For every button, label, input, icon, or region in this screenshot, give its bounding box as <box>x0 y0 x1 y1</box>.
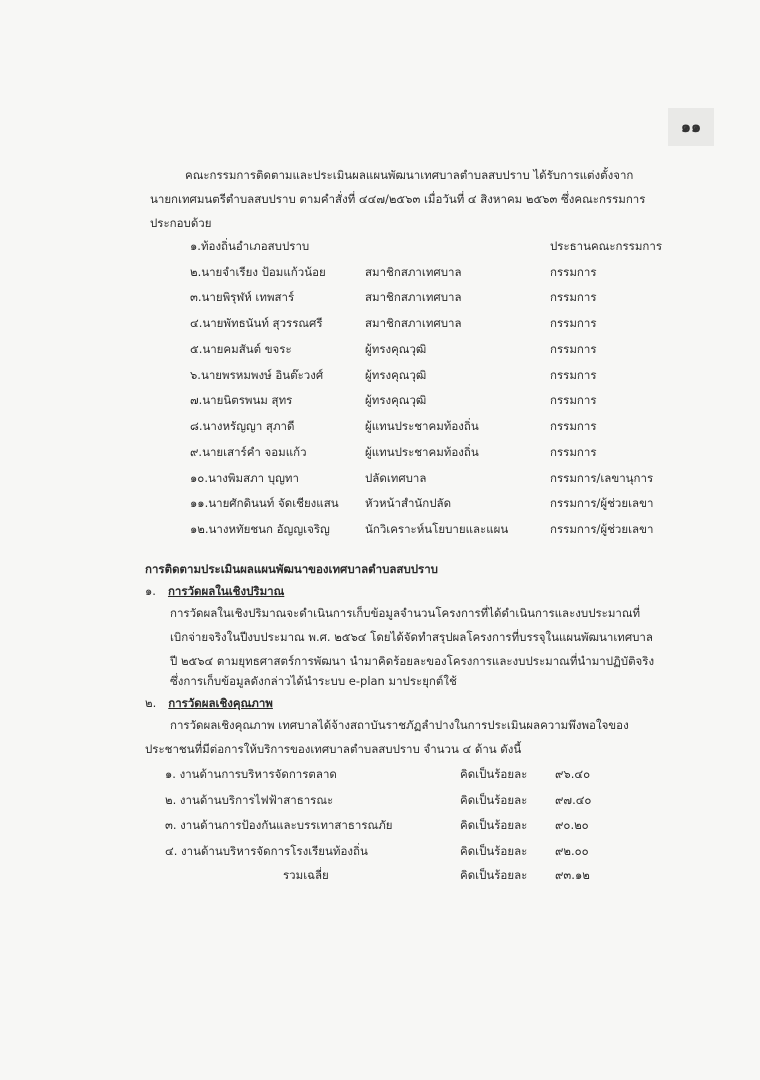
item-pct-label: คิดเป็นร้อยละ <box>460 818 528 832</box>
member-name: ๘.นางหรัญญา สุภาดี <box>190 419 295 433</box>
committee-row <box>190 418 670 434</box>
member-name: ๓.นายพิรุฬห์ เทพสาร์ <box>190 290 295 304</box>
item-pct-label: คิดเป็นร้อยละ <box>460 844 528 858</box>
member-role: กรรมการ/ผู้ช่วยเลขา <box>550 496 654 510</box>
member-position: ผู้ทรงคุณวุฒิ <box>365 393 427 407</box>
quantitative-line: ปี ๒๕๖๔ ตามยุทธศาสตร์การพัฒนา นำมาคิดร้อยละของโครงการและงบประมาณที่นำมาปฏิบัติจริง <box>170 654 655 668</box>
member-role: กรรมการ <box>550 393 597 407</box>
quantitative-line: ซึ่งการเก็บข้อมูลดังกล่าวได้นำระบบ e-plan มาประยุกต์ใช้ <box>170 674 457 688</box>
member-name: ๕.นายคมสันต์ ขจระ <box>190 342 292 356</box>
committee-row <box>190 315 670 331</box>
member-name: ๖.นายพรหมพงษ์ อินต๊ะวงศ์ <box>190 368 324 382</box>
item-value: ๙๗.๔๐ <box>555 793 592 807</box>
committee-row <box>190 470 670 486</box>
member-name: ๑๒.นางหทัยชนก อัญญเจริญ <box>190 522 330 536</box>
member-role: ประธานคณะกรรมการ <box>550 239 663 253</box>
member-position: ผู้ทรงคุณวุฒิ <box>365 368 427 382</box>
committee-row <box>190 392 670 408</box>
qualitative-item <box>165 792 605 808</box>
member-role: กรรมการ <box>550 265 597 279</box>
member-position: สมาชิกสภาเทศบาล <box>365 290 462 304</box>
member-position: ผู้แทนประชาคมท้องถิ่น <box>365 445 479 459</box>
member-role: กรรมการ <box>550 419 597 433</box>
member-position: หัวหน้าสำนักปลัด <box>365 496 452 510</box>
member-position: ผู้ทรงคุณวุฒิ <box>365 342 427 356</box>
item-pct-label: คิดเป็นร้อยละ <box>460 767 528 781</box>
member-name: ๑๑.นายศักดินนท์ จัดเชียงแสน <box>190 496 339 510</box>
committee-row <box>190 495 670 511</box>
page-number: ๑๑ <box>668 108 714 146</box>
member-name: ๔.นายพัทธนันท์ สุวรรณศรี <box>190 316 323 330</box>
item-label: ๔. งานด้านบริหารจัดการโรงเรียนท้องถิ่น <box>165 844 368 858</box>
member-role: กรรมการ <box>550 445 597 459</box>
item-value: ๙๐.๒๐ <box>555 818 589 832</box>
member-name: ๑.ท้องถิ่นอำเภอสบปราบ <box>190 239 310 253</box>
committee-row <box>190 444 670 460</box>
total-pct-label: คิดเป็นร้อยละ <box>460 868 528 882</box>
section-heading: การติดตามประเมินผลแผนพัฒนาของเทศบาลตำบลสบปราบ <box>145 562 438 576</box>
total-label: รวมเฉลี่ย <box>283 868 329 882</box>
member-role: กรรมการ <box>550 368 597 382</box>
member-position: นักวิเคราะห์นโยบายและแผน <box>365 522 509 536</box>
total-value: ๙๓.๑๒ <box>555 868 590 882</box>
member-role: กรรมการ/เลขานุการ <box>550 471 654 485</box>
quantitative-line: การวัดผลในเชิงปริมาณจะดำเนินการเก็บข้อมูลจำนวนโครงการที่ได้ดำเนินการและงบประมาณที่ <box>170 606 641 620</box>
committee-row <box>190 238 670 254</box>
qualitative-item <box>165 766 605 782</box>
qualitative-line: การวัดผลเชิงคุณภาพ เทศบาลได้จ้างสถาบันราชภัฏลำปางในการประเมินผลความพึงพอใจของ <box>170 718 629 732</box>
intro-line-3: ประกอบด้วย <box>150 216 212 230</box>
member-name: ๒.นายจำเรียง ป้อมแก้วน้อย <box>190 265 326 279</box>
quantitative-label: การวัดผลในเชิงปริมาณ <box>167 584 285 598</box>
qualitative-heading <box>145 696 273 710</box>
item-label: ๒. งานด้านบริการไฟฟ้าสาธารณะ <box>165 793 334 807</box>
member-role: กรรมการ/ผู้ช่วยเลขา <box>550 522 654 536</box>
item-label: ๑. งานด้านการบริหารจัดการตลาด <box>165 767 337 781</box>
member-position: สมาชิกสภาเทศบาล <box>365 316 462 330</box>
committee-row <box>190 521 670 537</box>
qualitative-label: การวัดผลเชิงคุณภาพ <box>168 696 273 710</box>
quantitative-heading <box>145 584 284 598</box>
member-role: กรรมการ <box>550 316 597 330</box>
quantitative-number: ๑. <box>145 584 156 598</box>
member-name: ๗.นายนิตรพนม สุทร <box>190 393 293 407</box>
committee-row <box>190 341 670 357</box>
member-position: สมาชิกสภาเทศบาล <box>365 265 462 279</box>
committee-row <box>190 367 670 383</box>
intro-line-2: นายกเทศมนตรีตำบลสบปราบ ตามคำสั่งที่ ๔๔๗/๒๕๖๓ เมื่อวันที่ ๔ สิงหาคม ๒๕๖๓ ซึ่งคณะกรรมการ <box>150 192 646 206</box>
committee-row <box>190 289 670 305</box>
item-value: ๙๖.๔๐ <box>555 767 591 781</box>
qualitative-line: ประชาชนที่มีต่อการให้บริการของเทศบาลตำบลสบปราบ จำนวน ๔ ด้าน ดังนี้ <box>145 742 522 756</box>
qualitative-item <box>165 843 605 859</box>
member-name: ๑๐.นางพิมสภา บุญทา <box>190 471 299 485</box>
intro-line-1: คณะกรรมการติดตามและประเมินผลแผนพัฒนาเทศบาลตำบลสบปราบ ได้รับการแต่งตั้งจาก <box>185 168 634 182</box>
qualitative-total <box>165 867 605 883</box>
member-role: กรรมการ <box>550 342 597 356</box>
qualitative-item <box>165 817 605 833</box>
committee-row <box>190 264 670 280</box>
item-value: ๙๒.๐๐ <box>555 844 589 858</box>
member-position: ผู้แทนประชาคมท้องถิ่น <box>365 419 479 433</box>
item-pct-label: คิดเป็นร้อยละ <box>460 793 528 807</box>
quantitative-line: เบิกจ่ายจริงในปีงบประมาณ พ.ศ. ๒๕๖๔ โดยได้จัดทำสรุปผลโครงการที่บรรจุในแผนพัฒนาเทศบาล <box>170 630 653 644</box>
qualitative-number: ๒. <box>145 696 157 710</box>
member-position: ปลัดเทศบาล <box>365 471 427 485</box>
item-label: ๓. งานด้านการป้องกันและบรรเทาสาธารณภัย <box>165 818 393 832</box>
member-role: กรรมการ <box>550 290 597 304</box>
member-name: ๙.นายเสาร์คำ จอมแก้ว <box>190 445 307 459</box>
